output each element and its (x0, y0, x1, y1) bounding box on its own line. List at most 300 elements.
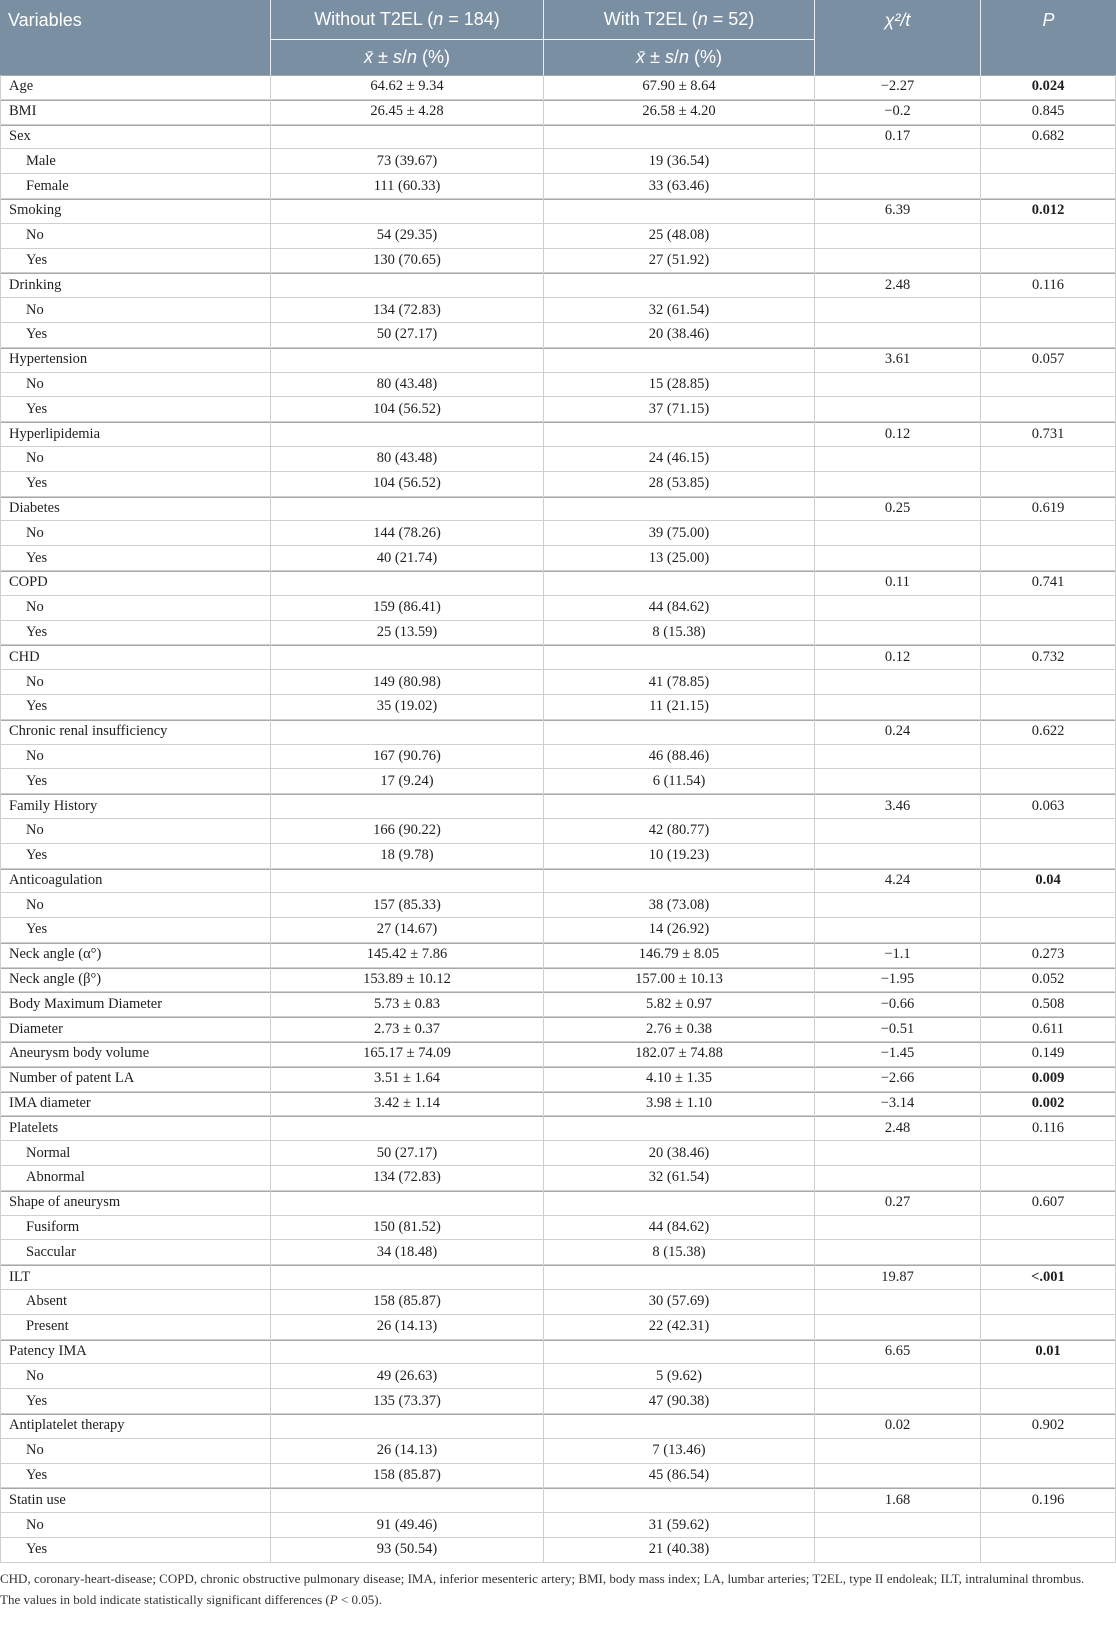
p-value-cell (981, 298, 1116, 322)
level-label-cell: Fusiform (0, 1216, 271, 1240)
table-row (0, 348, 1116, 373)
without-t2el-cell: 50 (27.17) (271, 1141, 544, 1165)
level-label-cell: No (0, 298, 271, 322)
variable-cell: Number of patent LA (0, 1067, 271, 1091)
table-footnotes (0, 1569, 1116, 1610)
p-value-cell (981, 1513, 1116, 1537)
table-subrow (0, 819, 1116, 844)
table-subrow (0, 224, 1116, 249)
with-t2el-cell: 44 (84.62) (544, 1216, 815, 1240)
with-t2el-cell: 31 (59.62) (544, 1513, 815, 1537)
statistic-cell: −0.51 (815, 1017, 981, 1041)
without-t2el-cell: 35 (19.02) (271, 695, 544, 719)
statistic-cell (815, 844, 981, 868)
table-row (0, 1067, 1116, 1092)
with-t2el-cell: 15 (28.85) (544, 373, 815, 397)
p-value-cell (981, 224, 1116, 248)
statistic-cell (815, 1439, 981, 1463)
p-value-cell: 0.732 (981, 645, 1116, 669)
table-row (0, 1017, 1116, 1042)
variable-cell: Anticoagulation (0, 869, 271, 893)
p-value-cell (981, 1216, 1116, 1240)
table-row (0, 100, 1116, 125)
with-t2el-cell (544, 1414, 815, 1438)
significance-threshold: < 0.05). (337, 1591, 382, 1607)
without-t2el-n-value: = 184) (443, 9, 500, 29)
p-value-cell: 0.04 (981, 869, 1116, 893)
statistic-cell (815, 1216, 981, 1240)
statistic-cell (815, 1240, 981, 1264)
statistic-cell (815, 249, 981, 273)
table-subrow (0, 521, 1116, 546)
without-t2el-cell: 111 (60.33) (271, 174, 544, 198)
with-t2el-cell: 157.00 ± 10.13 (544, 968, 815, 992)
level-label-cell: No (0, 373, 271, 397)
p-value-cell: 0.619 (981, 497, 1116, 521)
p-value-cell: 0.682 (981, 125, 1116, 149)
without-t2el-cell (271, 497, 544, 521)
with-t2el-cell (544, 348, 815, 372)
with-t2el-cell: 32 (61.54) (544, 298, 815, 322)
statistic-cell (815, 695, 981, 719)
p-value-cell (981, 769, 1116, 793)
statistic-cell: 19.87 (815, 1265, 981, 1289)
statistic-cell: 0.12 (815, 645, 981, 669)
table-subrow (0, 596, 1116, 621)
without-t2el-header (271, 0, 544, 40)
statistic-cell (815, 373, 981, 397)
with-t2el-cell: 7 (13.46) (544, 1439, 815, 1463)
table-subrow (0, 397, 1116, 422)
variable-cell: Chronic renal insufficiency (0, 720, 271, 744)
variable-cell: Neck angle (α°) (0, 943, 271, 967)
with-t2el-cell: 4.10 ± 1.35 (544, 1067, 815, 1091)
level-label-cell: No (0, 1513, 271, 1537)
p-value-cell: 0.009 (981, 1067, 1116, 1091)
with-t2el-cell: 3.98 ± 1.10 (544, 1092, 815, 1116)
p-value-cell: 0.116 (981, 273, 1116, 297)
without-t2el-cell (271, 1116, 544, 1140)
without-t2el-cell: 49 (26.63) (271, 1364, 544, 1388)
without-t2el-cell: 91 (49.46) (271, 1513, 544, 1537)
level-label-cell: Yes (0, 844, 271, 868)
statistic-cell (815, 1464, 981, 1488)
with-t2el-cell: 6 (11.54) (544, 769, 815, 793)
without-t2el-cell: 54 (29.35) (271, 224, 544, 248)
with-t2el-cell: 22 (42.31) (544, 1315, 815, 1339)
with-t2el-cell: 13 (25.00) (544, 546, 815, 570)
statistic-cell: 2.48 (815, 273, 981, 297)
statistic-cell (815, 769, 981, 793)
table-row (0, 1191, 1116, 1216)
level-label-cell: Male (0, 149, 271, 173)
p-value-cell (981, 918, 1116, 942)
level-label-cell: No (0, 745, 271, 769)
without-t2el-cell: 40 (21.74) (271, 546, 544, 570)
statistic-cell (815, 521, 981, 545)
p-value-cell (981, 1141, 1116, 1165)
level-label-cell: Yes (0, 769, 271, 793)
table-row (0, 1414, 1116, 1439)
with-t2el-cell (544, 720, 815, 744)
table-subrow (0, 695, 1116, 720)
level-label-cell: Yes (0, 323, 271, 347)
without-t2el-cell: 149 (80.98) (271, 670, 544, 694)
p-value-cell: 0.622 (981, 720, 1116, 744)
variable-cell: BMI (0, 100, 271, 124)
without-t2el-cell (271, 571, 544, 595)
statistic-header (815, 0, 981, 75)
table-subrow (0, 1315, 1116, 1340)
variable-cell: Hypertension (0, 348, 271, 372)
statistic-cell (815, 596, 981, 620)
table-row (0, 1092, 1116, 1117)
level-label-cell: Yes (0, 1538, 271, 1562)
statistic-cell: 3.46 (815, 794, 981, 818)
p-value-cell (981, 1364, 1116, 1388)
statistic-cell: 6.65 (815, 1340, 981, 1364)
without-t2el-cell: 157 (85.33) (271, 893, 544, 917)
statistic-cell: 1.68 (815, 1488, 981, 1512)
statistic-cell (815, 447, 981, 471)
table-subrow (0, 298, 1116, 323)
variable-cell: Diameter (0, 1017, 271, 1041)
table-subrow (0, 844, 1116, 869)
with-t2el-cell: 44 (84.62) (544, 596, 815, 620)
statistic-cell (815, 174, 981, 198)
with-t2el-cell: 38 (73.08) (544, 893, 815, 917)
statistic-cell: −3.14 (815, 1092, 981, 1116)
with-t2el-cell: 25 (48.08) (544, 224, 815, 248)
level-label-cell: Normal (0, 1141, 271, 1165)
p-value-cell: 0.607 (981, 1191, 1116, 1215)
with-t2el-n-value: = 52) (707, 9, 755, 29)
statistic-cell (815, 1538, 981, 1562)
percent-label: (%) (416, 47, 450, 67)
with-t2el-cell (544, 869, 815, 893)
variable-cell: Statin use (0, 1488, 271, 1512)
level-label-cell: Yes (0, 472, 271, 496)
statistic-cell: −0.66 (815, 992, 981, 1016)
p-value-cell (981, 1166, 1116, 1190)
table-row (0, 1042, 1116, 1067)
statistic-cell: −0.2 (815, 100, 981, 124)
without-t2el-cell: 165.17 ± 74.09 (271, 1042, 544, 1066)
statistic-cell: −1.95 (815, 968, 981, 992)
with-t2el-cell: 11 (21.15) (544, 695, 815, 719)
table-row (0, 571, 1116, 596)
table-row (0, 992, 1116, 1017)
with-t2el-cell: 47 (90.38) (544, 1389, 815, 1413)
without-t2el-cell: 144 (78.26) (271, 521, 544, 545)
without-t2el-cell (271, 1265, 544, 1289)
level-label-cell: Yes (0, 249, 271, 273)
table-subrow (0, 621, 1116, 646)
statistic-cell: 0.02 (815, 1414, 981, 1438)
without-t2el-cell (271, 720, 544, 744)
table-subrow (0, 174, 1116, 199)
variable-cell: Age (0, 75, 271, 99)
with-t2el-cell: 30 (57.69) (544, 1290, 815, 1314)
statistic-cell (815, 621, 981, 645)
with-t2el-cell (544, 571, 815, 595)
table-subrow (0, 1290, 1116, 1315)
sd-symbol: s (664, 47, 674, 67)
with-t2el-header (544, 0, 815, 40)
p-value-cell (981, 397, 1116, 421)
table-row (0, 1116, 1116, 1141)
without-t2el-cell: 135 (73.37) (271, 1389, 544, 1413)
level-label-cell: Yes (0, 1389, 271, 1413)
table-row (0, 794, 1116, 819)
p-value-cell (981, 521, 1116, 545)
variable-cell: Drinking (0, 273, 271, 297)
with-t2el-cell: 27 (51.92) (544, 249, 815, 273)
variable-cell: IMA diameter (0, 1092, 271, 1116)
without-t2el-cell (271, 273, 544, 297)
without-t2el-cell: 34 (18.48) (271, 1240, 544, 1264)
table-row (0, 125, 1116, 150)
table-subrow (0, 1513, 1116, 1538)
p-value-cell (981, 323, 1116, 347)
p-value-cell (981, 373, 1116, 397)
statistic-cell: 3.61 (815, 348, 981, 372)
statistic-cell (815, 1141, 981, 1165)
table-row (0, 273, 1116, 298)
without-t2el-cell (271, 1488, 544, 1512)
p-value-header (981, 0, 1116, 75)
with-t2el-cell: 8 (15.38) (544, 621, 815, 645)
slash: / (673, 47, 679, 67)
p-value-cell: 0.057 (981, 348, 1116, 372)
table-subrow (0, 1364, 1116, 1389)
p-value-cell: 0.002 (981, 1092, 1116, 1116)
table-body (0, 75, 1116, 1563)
n-symbol: n (678, 47, 689, 67)
without-t2el-cell: 166 (90.22) (271, 819, 544, 843)
with-t2el-cell: 42 (80.77) (544, 819, 815, 843)
sd-symbol: s (392, 47, 402, 67)
with-t2el-cell (544, 199, 815, 223)
statistic-cell (815, 819, 981, 843)
level-label-cell: No (0, 224, 271, 248)
table-subrow (0, 472, 1116, 497)
statistic-cell: 6.39 (815, 199, 981, 223)
with-t2el-cell (544, 273, 815, 297)
p-value-cell (981, 596, 1116, 620)
level-label-cell: No (0, 521, 271, 545)
variable-cell: Aneurysm body volume (0, 1042, 271, 1066)
without-t2el-label: Without T2EL ( (314, 9, 434, 29)
without-t2el-cell: 153.89 ± 10.12 (271, 968, 544, 992)
without-t2el-cell: 93 (50.54) (271, 1538, 544, 1562)
with-t2el-cell (544, 794, 815, 818)
with-t2el-cell: 19 (36.54) (544, 149, 815, 173)
p-label: P (1042, 10, 1055, 30)
with-t2el-cell: 5.82 ± 0.97 (544, 992, 815, 1016)
p-value-cell: 0.116 (981, 1116, 1116, 1140)
level-label-cell: Yes (0, 397, 271, 421)
table-subrow (0, 1166, 1116, 1191)
statistic-cell (815, 1290, 981, 1314)
without-t2el-cell: 150 (81.52) (271, 1216, 544, 1240)
without-t2el-cell (271, 1340, 544, 1364)
without-t2el-cell: 130 (70.65) (271, 249, 544, 273)
table-row (0, 422, 1116, 447)
without-t2el-cell: 80 (43.48) (271, 447, 544, 471)
statistic-cell: −1.45 (815, 1042, 981, 1066)
without-t2el-cell (271, 645, 544, 669)
statistic-cell (815, 1315, 981, 1339)
level-label-cell: Saccular (0, 1240, 271, 1264)
with-t2el-cell (544, 497, 815, 521)
slash: / (401, 47, 407, 67)
without-t2el-cell (271, 1414, 544, 1438)
p-value-cell: 0.196 (981, 1488, 1116, 1512)
table-row (0, 1488, 1116, 1513)
without-t2el-cell: 64.62 ± 9.34 (271, 75, 544, 99)
statistic-cell: −1.1 (815, 943, 981, 967)
p-value-cell (981, 670, 1116, 694)
table-subrow (0, 918, 1116, 943)
without-t2el-cell: 18 (9.78) (271, 844, 544, 868)
n-symbol: n (406, 47, 417, 67)
level-label-cell: Yes (0, 621, 271, 645)
level-label-cell: Female (0, 174, 271, 198)
with-t2el-label: With T2EL ( (603, 9, 698, 29)
statistic-cell (815, 1513, 981, 1537)
without-t2el-cell: 26 (14.13) (271, 1439, 544, 1463)
plus-minus: ± (373, 47, 393, 67)
table-subrow (0, 149, 1116, 174)
p-value-cell (981, 1290, 1116, 1314)
p-value-cell (981, 249, 1116, 273)
p-value-cell: 0.012 (981, 199, 1116, 223)
significance-note (0, 1590, 1116, 1611)
p-value-cell: 0.063 (981, 794, 1116, 818)
with-t2el-cell: 24 (46.15) (544, 447, 815, 471)
with-t2el-cell (544, 645, 815, 669)
with-t2el-cell: 41 (78.85) (544, 670, 815, 694)
statistic-cell (815, 224, 981, 248)
p-value-cell (981, 472, 1116, 496)
variable-cell: Shape of aneurysm (0, 1191, 271, 1215)
p-value-cell (981, 1538, 1116, 1562)
n-symbol: n (697, 9, 708, 29)
with-t2el-cell: 39 (75.00) (544, 521, 815, 545)
p-value-cell: <.001 (981, 1265, 1116, 1289)
mean-symbol: x̄ (364, 47, 374, 67)
table-subrow (0, 1389, 1116, 1414)
with-t2el-cell: 10 (19.23) (544, 844, 815, 868)
with-t2el-cell: 2.76 ± 0.38 (544, 1017, 815, 1041)
variable-cell: Sex (0, 125, 271, 149)
without-t2el-cell: 104 (56.52) (271, 397, 544, 421)
p-value-cell (981, 893, 1116, 917)
table-row (0, 869, 1116, 894)
variable-cell: ILT (0, 1265, 271, 1289)
variable-cell: CHD (0, 645, 271, 669)
table-subrow (0, 1538, 1116, 1563)
table-subrow (0, 893, 1116, 918)
without-t2el-cell: 26 (14.13) (271, 1315, 544, 1339)
with-t2el-cell: 182.07 ± 74.88 (544, 1042, 815, 1066)
statistic-cell (815, 397, 981, 421)
with-t2el-cell (544, 1191, 815, 1215)
level-label-cell: Present (0, 1315, 271, 1339)
with-t2el-cell (544, 1265, 815, 1289)
with-t2el-cell: 20 (38.46) (544, 1141, 815, 1165)
p-value-cell (981, 447, 1116, 471)
without-t2el-cell: 167 (90.76) (271, 745, 544, 769)
statistic-cell: 0.24 (815, 720, 981, 744)
p-value-cell: 0.902 (981, 1414, 1116, 1438)
with-t2el-subheader (544, 40, 815, 75)
with-t2el-cell: 20 (38.46) (544, 323, 815, 347)
variable-cell: Neck angle (β°) (0, 968, 271, 992)
with-t2el-cell: 28 (53.85) (544, 472, 815, 496)
table-row (0, 645, 1116, 670)
statistic-cell (815, 149, 981, 173)
without-t2el-subheader (271, 40, 544, 75)
table-subrow (0, 670, 1116, 695)
with-t2el-cell: 37 (71.15) (544, 397, 815, 421)
statistic-cell (815, 670, 981, 694)
with-t2el-cell (544, 1488, 815, 1512)
with-t2el-cell: 14 (26.92) (544, 918, 815, 942)
with-t2el-cell: 33 (63.46) (544, 174, 815, 198)
without-t2el-cell: 3.42 ± 1.14 (271, 1092, 544, 1116)
with-t2el-cell: 32 (61.54) (544, 1166, 815, 1190)
level-label-cell: Yes (0, 1464, 271, 1488)
variable-cell: COPD (0, 571, 271, 595)
plus-minus: ± (645, 47, 665, 67)
p-value-cell (981, 819, 1116, 843)
table-row (0, 1265, 1116, 1290)
statistic-cell (815, 298, 981, 322)
table-subrow (0, 1464, 1116, 1489)
level-label-cell: No (0, 1439, 271, 1463)
p-value-cell (981, 1464, 1116, 1488)
statistic-cell (815, 1166, 981, 1190)
without-t2el-cell: 80 (43.48) (271, 373, 544, 397)
percent-label: (%) (688, 47, 722, 67)
statistic-cell (815, 546, 981, 570)
p-value-cell (981, 1315, 1116, 1339)
without-t2el-cell (271, 422, 544, 446)
p-value-cell (981, 1240, 1116, 1264)
mean-symbol: x̄ (636, 47, 646, 67)
level-label-cell: Yes (0, 918, 271, 942)
table-subrow (0, 1216, 1116, 1241)
table-subrow (0, 769, 1116, 794)
statistic-cell: −2.27 (815, 75, 981, 99)
variable-cell: Patency IMA (0, 1340, 271, 1364)
without-t2el-cell: 104 (56.52) (271, 472, 544, 496)
without-t2el-cell: 134 (72.83) (271, 298, 544, 322)
level-label-cell: No (0, 893, 271, 917)
table-row (0, 1340, 1116, 1365)
with-t2el-cell: 46 (88.46) (544, 745, 815, 769)
statistic-cell: 2.48 (815, 1116, 981, 1140)
without-t2el-cell (271, 794, 544, 818)
table-row (0, 720, 1116, 745)
table-row (0, 968, 1116, 993)
statistic-cell (815, 918, 981, 942)
without-t2el-cell: 27 (14.67) (271, 918, 544, 942)
table-subrow (0, 447, 1116, 472)
p-value-cell (981, 745, 1116, 769)
